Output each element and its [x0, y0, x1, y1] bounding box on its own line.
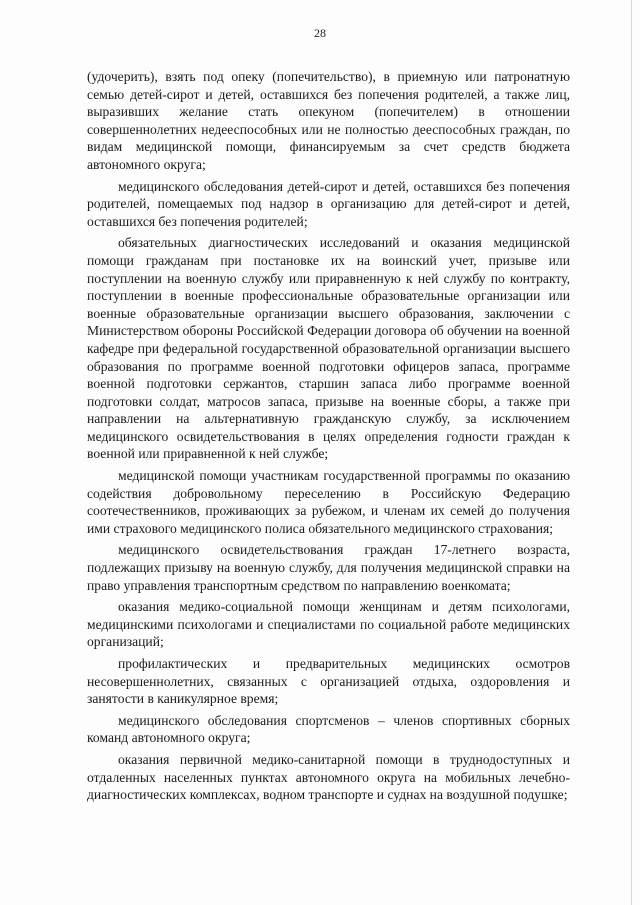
page-edge-line — [631, 0, 632, 905]
paragraph: обязательных диагностических исследований и оказания медицинской помощи гражданам при постановке их на воинский учет, призыве или поступлении на военную службу или приравненную к ней службу по контракту, поступлении в военные профессиональные образовательные организации или военные образовательные организации высшего образования, заключении с Министерством обороны Российской Федерации договора об обучении на военной кафедре при федеральной государственной образовательной организации высшего образования по программе военной подготовки офицеров запаса, программе военной подготовки сержантов, старшин запаса либо программе военной подготовки солдат, матросов запаса, призыве на военные сборы, а также при направлении на альтернативную гражданскую службу, за исключением медицинского освидетельствования в целях определения годности граждан к военной или приравненной к ней службе; — [87, 235, 570, 462]
paragraph: медицинского освидетельствования граждан 17-летнего возраста, подлежащих призыву на военную службу, для получения медицинской справки на право управления транспортным средством по направлению военкомата; — [87, 542, 570, 593]
page-number: 28 — [314, 26, 326, 40]
paragraph: медицинского обследования спортсменов – членов спортивных сборных команд автономного округа; — [87, 712, 570, 746]
paragraph: оказания первичной медико-санитарной помощи в труднодоступных и отдаленных населенных пунктах автономного округа на мобильных лечебно-диагностических комплексах, водном транспорте и суднах на воздушной подушке; — [87, 751, 570, 803]
paragraph: медицинской помощи участникам государственной программы по оказанию содействия добровольному переселению в Российскую Федерацию соотечественников, проживающих за рубежом, и членам их семей до получения ими страхового медицинского полиса обязательного медицинского страхования; — [87, 468, 570, 536]
paragraph: профилактических и предварительных медицинских осмотров несовершеннолетних, связанных с организацией отдыха, оздоровления и занятости в каникулярное время; — [87, 656, 570, 707]
paragraph: оказания медико-социальной помощи женщинам и детям психологами, медицинскими психологами и специалистами по социальной работе медицинских организаций; — [87, 599, 570, 650]
paragraph-continuation: (удочерить), взять под опеку (попечительство), в приемную или патронатную семью детей-сирот и детей, оставшихся без попечения родителей, а также лиц, выразивших желание стать опекуном (попечителем) в отношении совершеннолетних недееспособных или не полностью дееспособных граждан, по видам медицинской помощи, финансируемым за счет средств бюджета автономного округа; — [87, 69, 570, 172]
document-body — [87, 68, 570, 808]
paragraph: медицинского обследования детей-сирот и детей, оставшихся без попечения родителей, помещаемых под надзор в организацию для детей-сирот и детей, оставшихся без попечения родителей; — [87, 178, 570, 229]
